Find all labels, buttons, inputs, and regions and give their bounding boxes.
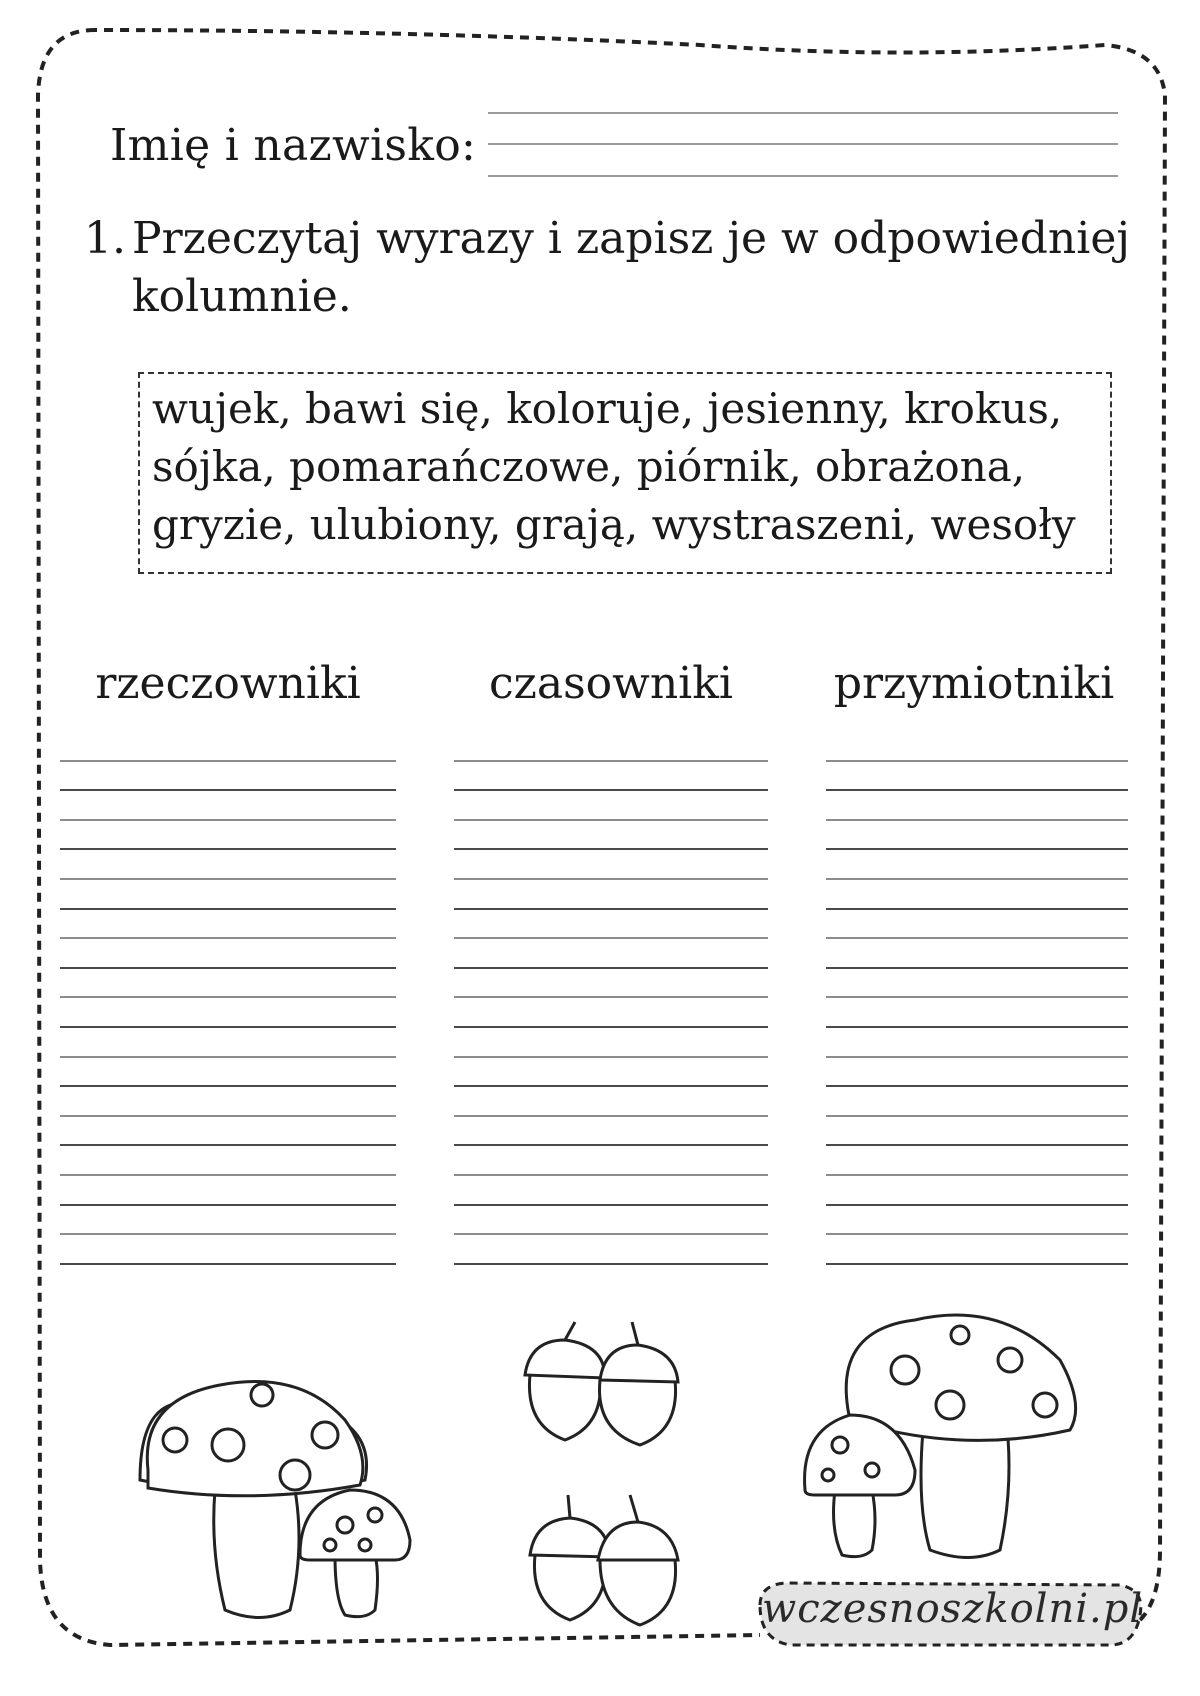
- word-box-line: gryzie, ulubiony, grają, wystraszeni, wesoły: [152, 500, 1076, 549]
- word-box-line: wujek, bawi się, koloruje, jesienny, krokus,: [152, 384, 1063, 433]
- mushroom-left-icon: [140, 1382, 410, 1618]
- acorn-bottom-icon: [530, 1495, 678, 1625]
- name-label: Imię i nazwisko:: [110, 120, 477, 171]
- task-text-line2: kolumnie.: [132, 271, 352, 322]
- column-header-adjectives: przymiotniki: [833, 658, 1115, 709]
- word-box-line: sójka, pomarańczowe, piórnik, obrażona,: [152, 442, 1026, 491]
- mushroom-right-icon: [805, 1315, 1076, 1558]
- task-number: 1.: [84, 213, 126, 264]
- task-text-line1: Przeczytaj wyrazy i zapisz je w odpowiedniej: [132, 213, 1131, 264]
- acorn-top-icon: [525, 1322, 678, 1445]
- brand-text: wczesnoszkolni.pl: [762, 1586, 1144, 1632]
- column-header-verbs: czasowniki: [489, 658, 733, 709]
- column-header-nouns: rzeczowniki: [95, 658, 361, 709]
